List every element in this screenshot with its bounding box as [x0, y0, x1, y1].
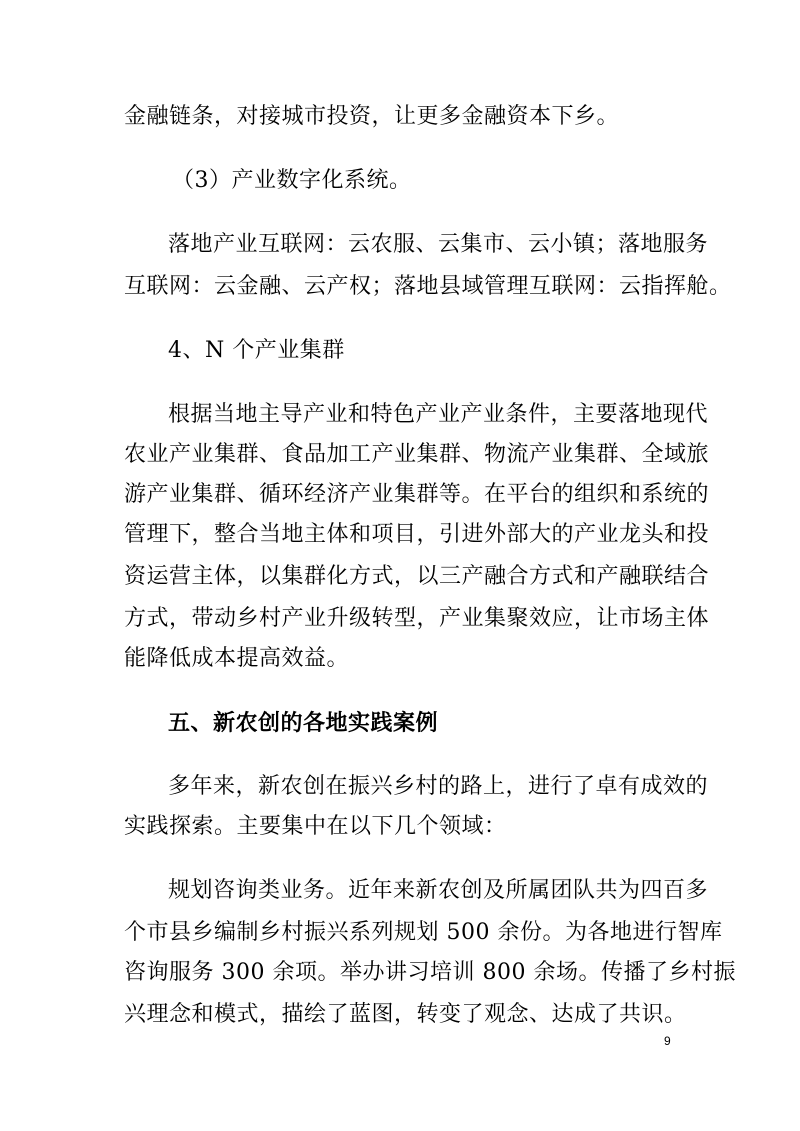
text-line: 互联网：云金融、云产权；落地县域管理互联网：云指挥舱。 [124, 274, 732, 299]
text-line: 游产业集群、循环经济产业集群等。在平台的组织和系统的 [124, 482, 710, 507]
text-line: 根据当地主导产业和特色产业产业条件，主要落地现代 [168, 402, 709, 427]
text-line: 兴理念和模式，描绘了蓝图，转变了观念、达成了共识。 [124, 1002, 687, 1027]
text-line: 农业产业集群、食品加工产业集群、物流产业集群、全域旅 [124, 442, 710, 467]
text-line: 落地产业互联网：云农服、云集市、云小镇；落地服务 [168, 232, 709, 257]
text-line: 方式，带动乡村产业升级转型，产业集聚效应，让市场主体 [124, 606, 710, 631]
text-line: 实践探索。主要集中在以下几个领域： [124, 814, 507, 839]
text-line: 金融链条，对接城市投资，让更多金融资本下乡。 [124, 104, 620, 129]
section-heading: 4、N 个产业集群 [168, 338, 345, 363]
text-line: 规划咨询类业务。近年来新农创及所属团队共为四百多 [168, 878, 709, 903]
page-number: 9 [664, 1034, 671, 1048]
subsection-heading: （3）产业数字化系统。 [172, 168, 412, 193]
text-line: 管理下，整合当地主体和项目，引进外部大的产业龙头和投 [124, 522, 710, 547]
text-line: 资运营主体，以集群化方式，以三产融合方式和产融联结合 [124, 564, 710, 589]
text-line: 个市县乡编制乡村振兴系列规划 500 余份。为各地进行智库 [124, 920, 723, 945]
text-line: 多年来，新农创在振兴乡村的路上，进行了卓有成效的 [168, 774, 709, 799]
text-line: 能降低成本提高效益。 [124, 646, 350, 671]
chapter-heading: 五、新农创的各地实践案例 [168, 710, 439, 736]
text-line: 咨询服务 300 余项。举办讲习培训 800 余场。传播了乡村振 [124, 960, 736, 985]
